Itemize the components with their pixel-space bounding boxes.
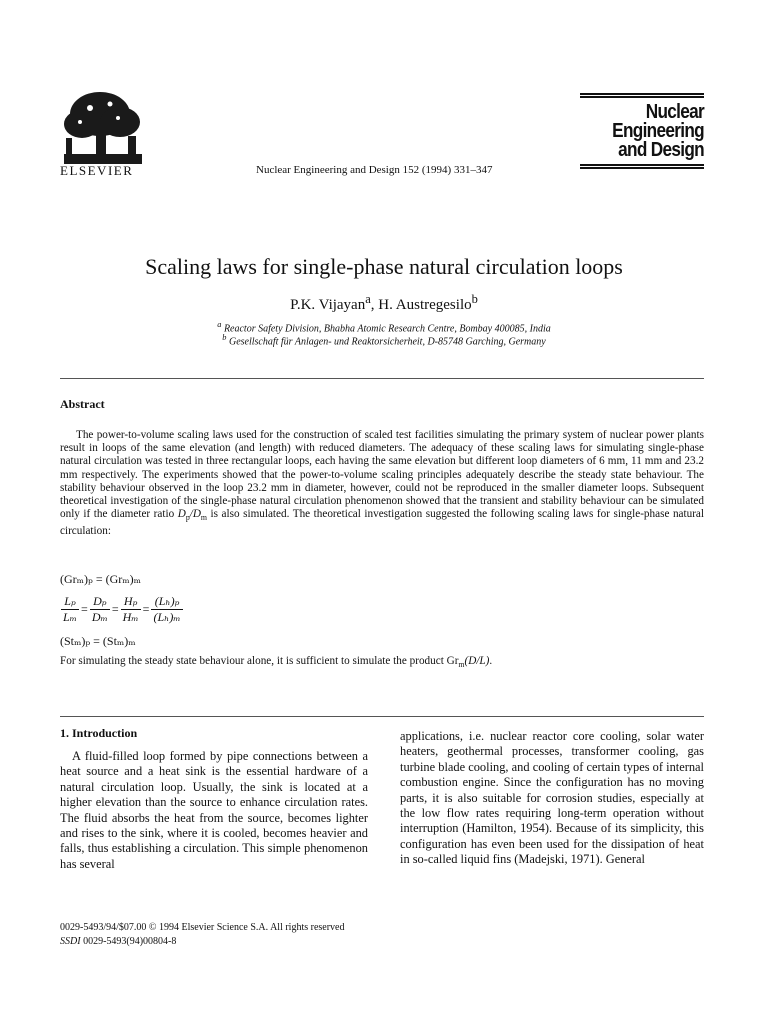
body-column-right: applications, i.e. nuclear reactor core cooling, solar water heaters, geothermal processes, transformer cooling, gas turbine blade cooling, and cooling of certain types of internal combustion engine. Since the configuration has no moving parts, it is also suitable for corrosion studies, especially at the low flow rates requiring long-term operation without interruption (Hamilton, 1954). Because of its simplicity, this configuration has even been used for the dissipation of heat in so-called liquid fins (Madejski, 1971). General: [400, 729, 704, 867]
ratio-subscript: m: [200, 513, 208, 523]
ssdi-label: SSDI: [60, 936, 81, 947]
copyright-line: 0029-5493/94/$07.00 © 1994 Elsevier Science S.A. All rights reserved: [60, 922, 345, 933]
fraction-numerator: Lₚ: [61, 594, 79, 610]
author-affiliation-mark: b: [471, 292, 478, 306]
fraction-denominator: Dₘ: [91, 610, 108, 624]
abstract-text: is also simulated. The theoretical investigation suggested the following scaling laws for single-phase natural circulation:: [60, 508, 704, 537]
equation-grashof: (Grₘ)ₚ = (Grₘ)ₘ: [60, 572, 141, 586]
ratio-subscript: p: [185, 513, 190, 523]
author-name: P.K. Vijayan: [290, 297, 366, 313]
journal-name: [597, 99, 704, 163]
fraction: [61, 594, 79, 625]
equals-sign: =: [142, 602, 150, 616]
author-list: [0, 292, 768, 314]
article-title: Scaling laws for single-phase natural circulation loops: [145, 254, 623, 279]
equals-sign: =: [111, 602, 119, 616]
journal-citation: Nuclear Engineering and Design 152 (1994) 331–347: [256, 164, 493, 176]
fraction-numerator: Hₚ: [121, 594, 141, 610]
abstract-heading: Abstract: [60, 397, 105, 411]
fraction-denominator: Hₘ: [122, 610, 139, 624]
author-separator: ,: [370, 297, 379, 313]
publisher-name: ELSEVIER: [60, 163, 134, 178]
affiliation-mark: a: [217, 320, 222, 329]
author-name: H. Austregesilo: [378, 297, 472, 313]
body-column-left: A fluid-filled loop formed by pipe connections between a heat source and a heat sink is the essential hardware of a natural circulation loop. Usually, the sink is located at a higher elevation than the source to enhance circulation rates. The fluid absorbs the heat from the source, becomes lighter and rises to the sink, where it is cooled, becomes heavier and falls, thus establishing a circulation. This simple phenomenon has several: [60, 749, 368, 871]
product-expression: (D/L): [464, 655, 490, 667]
journal-masthead: [580, 92, 704, 170]
abstract-text: The power-to-volume scaling laws used for the construction of scaled test facilities simulating the primary system of nuclear power plants result in loops of the same elevation (and length) with reduced diameters. The adequacy of these scaling laws for simulating single-phase natural circulation was tested in three rectangular loops, each having the same elevation but different loop diameters of 6 mm, 11 mm and 23.2 mm respectively. The experiments showed that the power-to-volume scaling principles adequately describe the steady state behaviour. The stability behaviour observed in the loop 23.2 mm in diameter, however, could not be reproduced in the smaller diameter loops. Subsequent theoretical investigation of the single-phase natural circulation phenomenon showed that the transient and stability behaviour can be simulated only if the diameter ratio: [60, 429, 704, 521]
abstract-closing: [60, 655, 704, 669]
ratio-symbol: /D: [189, 508, 201, 521]
elsevier-tree-icon: [60, 88, 146, 168]
equation-geometry-ratio: [60, 594, 184, 625]
journal-name-line: Nuclear: [645, 101, 704, 123]
fraction-numerator: Dₚ: [90, 594, 110, 610]
journal-name-line: and Design: [618, 139, 704, 161]
ssdi-line: [60, 936, 176, 947]
fraction: [121, 594, 141, 625]
equals-sign: =: [81, 602, 88, 616]
abstract-text: For simulating the steady state behaviour alone, it is sufficient to simulate the product Gr: [60, 655, 459, 667]
fraction: [151, 594, 182, 625]
fraction-denominator: Lₘ: [63, 610, 78, 624]
affiliation-b: [0, 333, 768, 347]
divider: [60, 716, 704, 717]
ssdi-number: 0029-5493(94)00804-8: [80, 936, 177, 947]
affiliation-text: Gesellschaft für Anlagen- und Reaktorsicherheit, D-85748 Garching, Germany: [226, 336, 546, 348]
fraction-numerator: (Lₕ)ₚ: [151, 594, 182, 610]
affiliation-text: Reactor Safety Division, Bhabha Atomic Research Centre, Bombay 400085, India: [221, 323, 551, 335]
journal-name-line: Engineering: [612, 120, 704, 142]
ratio-symbol: D: [177, 508, 186, 521]
grashof-subscript: m: [458, 660, 465, 670]
divider: [60, 378, 704, 379]
affiliation-mark: b: [222, 333, 227, 342]
author-affiliation-mark: a: [365, 292, 371, 306]
fraction-denominator: (Lₕ)ₘ: [153, 610, 181, 624]
fraction: [90, 594, 110, 625]
equation-stanton: (Stₘ)ₚ = (Stₘ)ₘ: [60, 634, 136, 648]
abstract-body: [60, 429, 704, 538]
section-heading: 1. Introduction: [60, 726, 138, 740]
abstract-text: .: [489, 655, 493, 667]
